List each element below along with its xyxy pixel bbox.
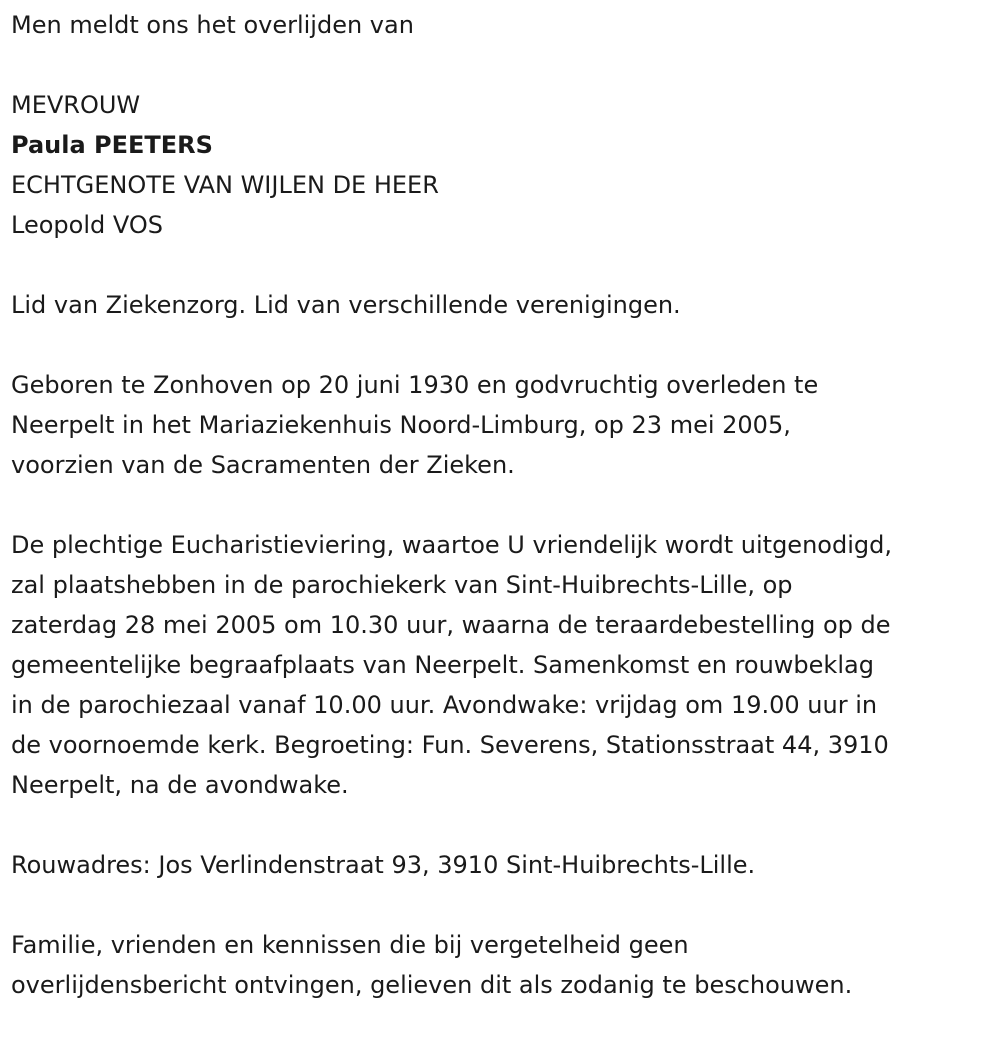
birth-death-paragraph bbox=[11, 365, 996, 485]
deceased-name: Paula PEETERS bbox=[11, 131, 213, 159]
mourning-address: Rouwadres: Jos Verlindenstraat 93, 3910 Sint-Huibrechts-Lille. bbox=[11, 851, 756, 879]
paragraph-line: Neerpelt, na de avondwake. bbox=[11, 771, 349, 799]
paragraph-line: gemeentelijke begraafplaats van Neerpelt. Samenkomst en rouwbeklag bbox=[11, 651, 874, 679]
paragraph-line: voorzien van de Sacramenten der Zieken. bbox=[11, 451, 515, 479]
closing-paragraph bbox=[11, 925, 996, 1005]
spouse-name: Leopold VOS bbox=[11, 211, 163, 239]
paragraph-line: in de parochiezaal vanaf 10.00 uur. Avondwake: vrijdag om 19.00 uur in bbox=[11, 691, 878, 719]
paragraph-line: Familie, vrienden en kennissen die bij vergetelheid geen bbox=[11, 931, 689, 959]
intro-text: Men meldt ons het overlijden van bbox=[11, 11, 414, 39]
paragraph-line: zaterdag 28 mei 2005 om 10.30 uur, waarna de teraardebestelling op de bbox=[11, 611, 891, 639]
paragraph-line: overlijdensbericht ontvingen, gelieven dit als zodanig te beschouwen. bbox=[11, 971, 853, 999]
obituary-notice bbox=[11, 0, 996, 1005]
paragraph-line: Geboren te Zonhoven op 20 juni 1930 en godvruchtig overleden te bbox=[11, 371, 819, 399]
paragraph-line: Neerpelt in het Mariaziekenhuis Noord-Limburg, op 23 mei 2005, bbox=[11, 411, 791, 439]
paragraph-line: de voornoemde kerk. Begroeting: Fun. Severens, Stationsstraat 44, 3910 bbox=[11, 731, 889, 759]
relation-text: ECHTGENOTE VAN WIJLEN DE HEER bbox=[11, 171, 439, 199]
memberships-text: Lid van Ziekenzorg. Lid van verschillende verenigingen. bbox=[11, 291, 681, 319]
paragraph-line: De plechtige Eucharistieviering, waartoe U vriendelijk wordt uitgenodigd, bbox=[11, 531, 892, 559]
ceremony-paragraph bbox=[11, 525, 996, 805]
honorific: MEVROUW bbox=[11, 91, 141, 119]
paragraph-line: zal plaatshebben in de parochiekerk van Sint-Huibrechts-Lille, op bbox=[11, 571, 793, 599]
